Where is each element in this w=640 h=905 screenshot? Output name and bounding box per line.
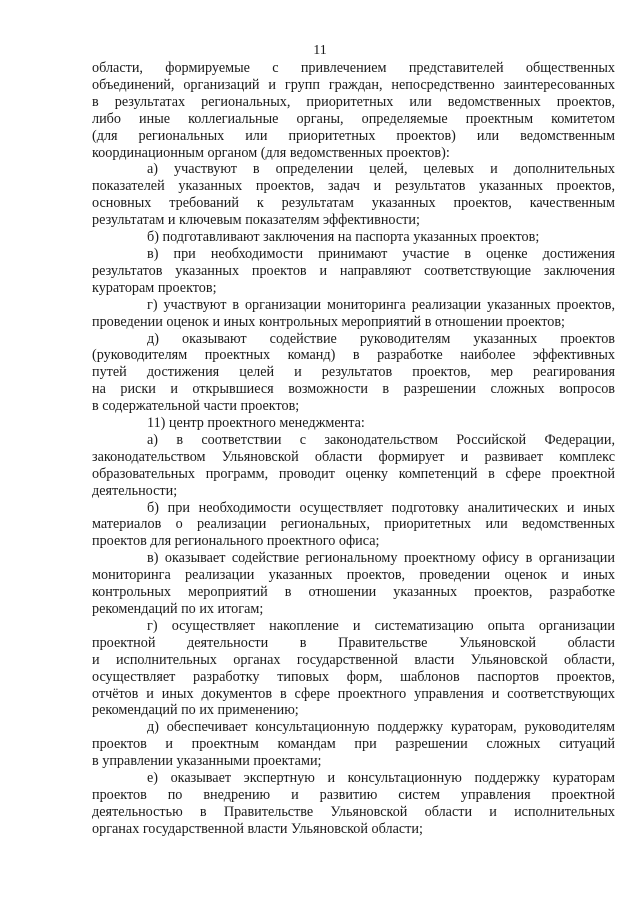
text-line: показателей указанных проектов, задач и результатов указанных проектов, (92, 178, 615, 195)
text-line: на риски и открывшиеся возможности в разрешении сложных вопросов (92, 381, 615, 398)
text-line: результатам и ключевым показателям эффективности; (92, 212, 420, 229)
text-line: мониторинга реализации указанных проектов, проведении оценок и иных (92, 567, 615, 584)
text-line: законодательством Ульяновской области формирует и развивает комплекс (92, 448, 615, 465)
text-line: д) оказывают содействие руководителям указанных проектов (147, 330, 615, 347)
text-line: основных требований к результатам указанных проектов, качественным (92, 195, 615, 212)
text-line: г) участвуют в организации мониторинга реализации указанных проектов, (147, 296, 615, 313)
text-line: координационным органом (для ведомственных проектов): (92, 144, 450, 161)
text-line: деятельности; (92, 482, 178, 499)
text-line: проектной деятельности в Правительстве Ульяновской области (92, 634, 615, 651)
text-line: объединений, организаций и групп граждан, непосредственно заинтересованных (92, 76, 615, 93)
text-line: в результатах региональных, приоритетных или ведомственных проектов, (92, 93, 615, 110)
text-line: деятельностью в Правительстве Ульяновской области и исполнительных (92, 803, 615, 820)
text-line: либо иные коллегиальные органы, определяемые проектным комитетом (92, 110, 615, 127)
text-line: рекомендаций по их итогам; (92, 601, 264, 617)
text-line: кураторам проектов; (92, 279, 217, 296)
text-line: б) подготавливают заключения на паспорта указанных проектов; (147, 229, 540, 246)
text-line: д) обеспечивает консультационную поддержку кураторам, руководителям (147, 719, 615, 736)
text-line: 11) центр проектного менеджмента: (147, 415, 365, 432)
text-line: осуществляет разработку типовых форм, шаблонов паспортов проектов, (92, 668, 615, 685)
text-line: результатов указанных проектов и направляют соответствующие заключения (92, 262, 615, 279)
text-line: (для региональных или приоритетных проектов) или ведомственным (92, 127, 615, 144)
text-line: проектов по внедрению и развитию систем управления проектной (92, 786, 615, 803)
text-line: проведении оценок и иных контрольных мероприятий в отношении проектов; (92, 313, 565, 330)
text-line: г) осуществляет накопление и систематизацию опыта организации (147, 617, 615, 634)
text-line: области, формируемые с привлечением представителей общественных (92, 60, 615, 76)
text-line: (руководителям проектных команд) в разработке наиболее эффективных (92, 347, 615, 364)
text-line: проектов и проектным командам при разрешении сложных ситуаций (92, 736, 615, 753)
text-line: рекомендаций по их применению; (92, 702, 299, 719)
text-line: путей достижения целей и результатов проектов, мер реагирования (92, 364, 615, 381)
text-line: контрольных мероприятий в отношении указанных проектов, разработке (92, 584, 615, 601)
text-line: а) участвуют в определении целей, целевых и дополнительных (147, 161, 615, 178)
text-line: в управлении указанными проектами; (92, 753, 322, 770)
text-line: в содержательной части проектов; (92, 398, 300, 415)
text-line: материалов о реализации региональных, приоритетных или ведомственных (92, 516, 615, 533)
body-text (92, 60, 615, 838)
page-number: 11 (313, 43, 327, 58)
text-line: в) оказывает содействие региональному проектному офису в организации (147, 550, 615, 567)
text-line: е) оказывает экспертную и консультационную поддержку кураторам (147, 770, 615, 787)
text-line: и исполнительных органах государственной власти Ульяновской области, (92, 651, 615, 668)
text-line: отчётов и иных документов в сфере проектного управления и соответствующих (92, 685, 615, 702)
text-line: образовательных программ, проводит оценку компетенций в сфере проектной (92, 465, 615, 482)
text-line: органах государственной власти Ульяновской области; (92, 820, 423, 837)
text-line: в) при необходимости принимают участие в оценке достижения (147, 245, 615, 262)
text-line: а) в соответствии с законодательством Российской Федерации, (147, 431, 615, 448)
text-line: проектов для регионального проектного офиса; (92, 533, 380, 550)
text-line: б) при необходимости осуществляет подготовку аналитических и иных (147, 499, 615, 516)
